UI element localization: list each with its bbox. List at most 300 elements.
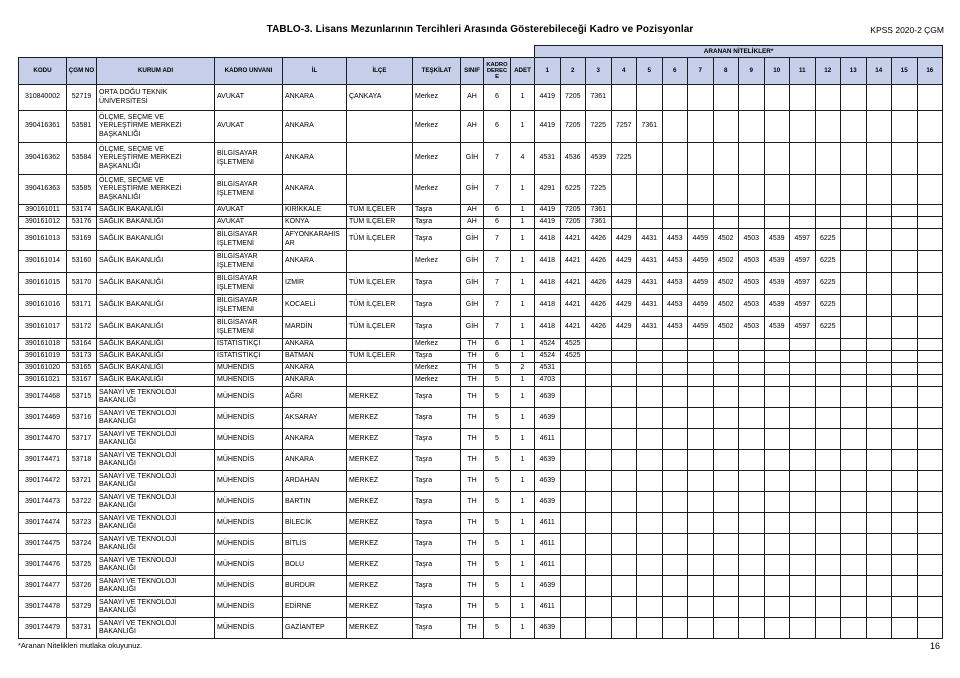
- cell-nitelik-14: [866, 387, 892, 408]
- cell-nitelik-5: 4431: [637, 229, 663, 251]
- cell-nitelik-8: [713, 471, 739, 492]
- cell-nitelik-3: [586, 408, 612, 429]
- cell-nitelik-15: [892, 143, 918, 175]
- cell-cgm-no: 53176: [67, 217, 97, 229]
- cell-teskilat: Taşra: [413, 217, 461, 229]
- cell-nitelik-9: [739, 143, 765, 175]
- cell-sinif: TH: [461, 471, 484, 492]
- cell-nitelik-11: [790, 618, 816, 639]
- cell-nitelik-5: [637, 339, 663, 351]
- cell-adet: 1: [511, 408, 535, 429]
- cell-adet: 1: [511, 229, 535, 251]
- cell-ilce: ÇANKAYA: [347, 85, 413, 111]
- cell-ilce: TÜM İLÇELER: [347, 217, 413, 229]
- cell-ilce: [347, 143, 413, 175]
- cell-nitelik-6: 4453: [662, 295, 688, 317]
- cell-teskilat: Taşra: [413, 576, 461, 597]
- cell-il: ANKARA: [283, 111, 347, 143]
- cell-nitelik-2: [560, 429, 586, 450]
- cell-nitelik-3: 4426: [586, 317, 612, 339]
- column-header-kadro-derece: KADRO DERECE: [484, 58, 511, 85]
- cell-nitelik-9: [739, 408, 765, 429]
- cell-nitelik-4: [611, 471, 637, 492]
- cell-nitelik-15: [892, 576, 918, 597]
- cell-nitelik-15: [892, 351, 918, 363]
- cell-derece: 5: [484, 450, 511, 471]
- cell-nitelik-9: [739, 555, 765, 576]
- cell-nitelik-9: [739, 597, 765, 618]
- cell-nitelik-15: [892, 363, 918, 375]
- cell-unvan: BİLGİSAYAR İŞLETMENİ: [215, 175, 283, 205]
- cell-kodu: 390161021: [19, 375, 67, 387]
- cell-nitelik-12: [815, 143, 841, 175]
- cell-unvan: BİLGİSAYAR İŞLETMENİ: [215, 295, 283, 317]
- cell-nitelik-14: [866, 534, 892, 555]
- cell-kurum: SANAYİ VE TEKNOLOJİ BAKANLIĞI: [97, 576, 215, 597]
- cell-nitelik-13: [841, 339, 867, 351]
- cell-nitelik-6: [662, 492, 688, 513]
- cell-kurum: SANAYİ VE TEKNOLOJİ BAKANLIĞI: [97, 618, 215, 639]
- cell-il: GAZİANTEP: [283, 618, 347, 639]
- cell-nitelik-15: [892, 273, 918, 295]
- cell-kurum: ÖLÇME, SEÇME VE YERLEŞTİRME MERKEZİ BAŞKANLIĞI: [97, 175, 215, 205]
- cell-il: BİLECİK: [283, 513, 347, 534]
- cell-nitelik-12: [815, 363, 841, 375]
- cell-nitelik-11: [790, 363, 816, 375]
- cell-nitelik-16: [917, 534, 943, 555]
- cell-kurum: SAĞLIK BAKANLIĞI: [97, 363, 215, 375]
- cell-ilce: MERKEZ: [347, 618, 413, 639]
- cell-nitelik-1: 4419: [535, 205, 561, 217]
- cell-nitelik-10: [764, 429, 790, 450]
- cell-cgm-no: 53722: [67, 492, 97, 513]
- cell-nitelik-12: 6225: [815, 251, 841, 273]
- cell-nitelik-8: [713, 85, 739, 111]
- cell-sinif: AH: [461, 85, 484, 111]
- cell-nitelik-13: [841, 229, 867, 251]
- cell-nitelik-11: [790, 471, 816, 492]
- cell-teskilat: Taşra: [413, 295, 461, 317]
- cell-nitelik-13: [841, 429, 867, 450]
- cell-sinif: TH: [461, 513, 484, 534]
- cell-unvan: MÜHENDİS: [215, 408, 283, 429]
- table-row: [19, 429, 943, 450]
- cell-nitelik-16: [917, 143, 943, 175]
- cell-nitelik-9: [739, 618, 765, 639]
- cell-nitelik-10: [764, 85, 790, 111]
- cell-nitelik-5: [637, 513, 663, 534]
- cell-il: AFYONKARAHİSAR: [283, 229, 347, 251]
- cell-teskilat: Taşra: [413, 387, 461, 408]
- cell-nitelik-1: 4524: [535, 339, 561, 351]
- cell-il: ARDAHAN: [283, 471, 347, 492]
- cell-nitelik-4: [611, 555, 637, 576]
- cell-nitelik-16: [917, 471, 943, 492]
- cell-kurum: SANAYİ VE TEKNOLOJİ BAKANLIĞI: [97, 513, 215, 534]
- cell-kurum: SANAYİ VE TEKNOLOJİ BAKANLIĞI: [97, 408, 215, 429]
- cell-nitelik-3: 4426: [586, 295, 612, 317]
- cell-nitelik-3: [586, 513, 612, 534]
- table-row: [19, 351, 943, 363]
- header-spacer: [19, 46, 535, 58]
- cell-nitelik-13: [841, 295, 867, 317]
- cell-nitelik-13: [841, 471, 867, 492]
- cell-nitelik-8: 4502: [713, 251, 739, 273]
- cell-nitelik-8: [713, 363, 739, 375]
- cell-nitelik-16: [917, 363, 943, 375]
- cell-nitelik-2: [560, 387, 586, 408]
- cell-nitelik-8: 4502: [713, 317, 739, 339]
- cell-nitelik-8: [713, 375, 739, 387]
- cell-derece: 5: [484, 363, 511, 375]
- cell-nitelik-3: 7361: [586, 217, 612, 229]
- cell-nitelik-15: [892, 492, 918, 513]
- cell-cgm-no: 53174: [67, 205, 97, 217]
- cell-ilce: MERKEZ: [347, 597, 413, 618]
- column-header-nitelik-3: 3: [586, 58, 612, 85]
- cell-nitelik-11: 4597: [790, 317, 816, 339]
- cell-nitelik-4: 4429: [611, 295, 637, 317]
- cell-derece: 6: [484, 217, 511, 229]
- cell-nitelik-3: [586, 534, 612, 555]
- cell-nitelik-11: [790, 217, 816, 229]
- cell-nitelik-14: [866, 251, 892, 273]
- cell-nitelik-10: [764, 408, 790, 429]
- cell-kurum: SAĞLIK BAKANLIĞI: [97, 217, 215, 229]
- cell-il: ANKARA: [283, 251, 347, 273]
- cell-nitelik-7: 4459: [688, 273, 714, 295]
- table-row: [19, 597, 943, 618]
- cell-nitelik-14: [866, 85, 892, 111]
- cell-nitelik-10: [764, 375, 790, 387]
- cell-nitelik-11: [790, 576, 816, 597]
- cell-nitelik-9: [739, 375, 765, 387]
- cell-nitelik-14: [866, 618, 892, 639]
- cell-nitelik-8: [713, 429, 739, 450]
- table-row: [19, 317, 943, 339]
- cell-nitelik-6: [662, 513, 688, 534]
- cell-nitelik-15: [892, 387, 918, 408]
- cell-nitelik-9: [739, 339, 765, 351]
- cell-nitelik-8: 4502: [713, 295, 739, 317]
- cell-nitelik-5: [637, 597, 663, 618]
- cell-nitelik-3: 4426: [586, 273, 612, 295]
- cell-kodu: 390161014: [19, 251, 67, 273]
- cell-nitelik-16: [917, 597, 943, 618]
- cell-nitelik-10: [764, 618, 790, 639]
- cell-nitelik-4: [611, 513, 637, 534]
- cell-cgm-no: 53584: [67, 143, 97, 175]
- cell-teskilat: Merkez: [413, 85, 461, 111]
- footnote: *Aranan Nitelikleri mutlaka okuyunuz.: [18, 641, 143, 650]
- cell-il: ANKARA: [283, 175, 347, 205]
- cell-nitelik-4: [611, 534, 637, 555]
- cell-nitelik-5: 7361: [637, 111, 663, 143]
- cell-nitelik-12: [815, 85, 841, 111]
- cell-kodu: 390416361: [19, 111, 67, 143]
- cell-teskilat: Taşra: [413, 597, 461, 618]
- cell-nitelik-1: 4418: [535, 295, 561, 317]
- cell-nitelik-15: [892, 295, 918, 317]
- cell-nitelik-2: [560, 618, 586, 639]
- cell-nitelik-12: [815, 351, 841, 363]
- cell-adet: 1: [511, 576, 535, 597]
- cell-nitelik-13: [841, 387, 867, 408]
- cell-nitelik-3: [586, 450, 612, 471]
- cell-nitelik-8: [713, 217, 739, 229]
- cell-nitelik-12: [815, 175, 841, 205]
- cell-nitelik-14: [866, 175, 892, 205]
- cell-nitelik-8: [713, 339, 739, 351]
- cell-ilce: [347, 339, 413, 351]
- cell-nitelik-6: [662, 534, 688, 555]
- cell-nitelik-15: [892, 175, 918, 205]
- cell-nitelik-9: [739, 534, 765, 555]
- cell-cgm-no: 53165: [67, 363, 97, 375]
- cell-nitelik-5: [637, 363, 663, 375]
- cell-il: AĞRI: [283, 387, 347, 408]
- cell-nitelik-1: 4418: [535, 273, 561, 295]
- cell-derece: 6: [484, 111, 511, 143]
- cell-nitelik-14: [866, 492, 892, 513]
- cell-kurum: SANAYİ VE TEKNOLOJİ BAKANLIĞI: [97, 555, 215, 576]
- cell-nitelik-7: [688, 205, 714, 217]
- table-row: [19, 513, 943, 534]
- cell-derece: 5: [484, 492, 511, 513]
- cell-nitelik-13: [841, 618, 867, 639]
- cell-nitelik-7: [688, 143, 714, 175]
- cell-nitelik-13: [841, 492, 867, 513]
- cell-il: BOLU: [283, 555, 347, 576]
- cell-cgm-no: 53169: [67, 229, 97, 251]
- cell-il: EDİRNE: [283, 597, 347, 618]
- cell-nitelik-15: [892, 513, 918, 534]
- cell-nitelik-3: [586, 618, 612, 639]
- cell-nitelik-8: [713, 555, 739, 576]
- cell-nitelik-14: [866, 351, 892, 363]
- cell-nitelik-1: 4639: [535, 492, 561, 513]
- cell-nitelik-7: [688, 576, 714, 597]
- cell-nitelik-7: [688, 408, 714, 429]
- cell-cgm-no: 53160: [67, 251, 97, 273]
- cell-nitelik-4: [611, 375, 637, 387]
- cell-nitelik-7: [688, 555, 714, 576]
- cell-nitelik-9: [739, 387, 765, 408]
- cell-unvan: İSTATİSTİKÇİ: [215, 351, 283, 363]
- cell-kurum: ÖLÇME, SEÇME VE YERLEŞTİRME MERKEZİ BAŞKANLIĞI: [97, 143, 215, 175]
- cell-nitelik-15: [892, 339, 918, 351]
- cell-nitelik-7: 4459: [688, 317, 714, 339]
- cell-unvan: AVUKAT: [215, 217, 283, 229]
- cell-teskilat: Taşra: [413, 450, 461, 471]
- cell-nitelik-16: [917, 217, 943, 229]
- cell-nitelik-13: [841, 555, 867, 576]
- cell-nitelik-13: [841, 363, 867, 375]
- cell-kodu: 390161017: [19, 317, 67, 339]
- cell-cgm-no: 52719: [67, 85, 97, 111]
- cell-nitelik-12: [815, 429, 841, 450]
- cell-unvan: MÜHENDİS: [215, 534, 283, 555]
- cell-sinif: AH: [461, 111, 484, 143]
- cell-unvan: MÜHENDİS: [215, 492, 283, 513]
- cell-derece: 7: [484, 175, 511, 205]
- cell-cgm-no: 53717: [67, 429, 97, 450]
- cell-nitelik-2: 4421: [560, 295, 586, 317]
- cell-cgm-no: 53171: [67, 295, 97, 317]
- cell-kurum: SANAYİ VE TEKNOLOJİ BAKANLIĞI: [97, 471, 215, 492]
- cell-kurum: SANAYİ VE TEKNOLOJİ BAKANLIĞI: [97, 450, 215, 471]
- cell-nitelik-7: [688, 217, 714, 229]
- cell-unvan: BİLGİSAYAR İŞLETMENİ: [215, 317, 283, 339]
- cell-nitelik-15: [892, 408, 918, 429]
- cell-nitelik-11: [790, 429, 816, 450]
- cell-adet: 1: [511, 273, 535, 295]
- cell-kurum: SAĞLIK BAKANLIĞI: [97, 229, 215, 251]
- cell-il: İZMİR: [283, 273, 347, 295]
- cell-nitelik-6: [662, 618, 688, 639]
- cell-nitelik-12: [815, 555, 841, 576]
- cell-nitelik-12: [815, 450, 841, 471]
- column-header-nitelik-7: 7: [688, 58, 714, 85]
- cell-nitelik-4: [611, 387, 637, 408]
- cell-nitelik-1: 4524: [535, 351, 561, 363]
- cell-nitelik-13: [841, 273, 867, 295]
- cell-unvan: BİLGİSAYAR İŞLETMENİ: [215, 251, 283, 273]
- cell-nitelik-16: [917, 295, 943, 317]
- cell-nitelik-7: 4459: [688, 229, 714, 251]
- cell-nitelik-13: [841, 408, 867, 429]
- cell-nitelik-1: 4639: [535, 450, 561, 471]
- cell-nitelik-14: [866, 295, 892, 317]
- cell-kurum: SAĞLIK BAKANLIĞI: [97, 295, 215, 317]
- cell-nitelik-15: [892, 597, 918, 618]
- cell-cgm-no: 53718: [67, 450, 97, 471]
- cell-nitelik-10: 4539: [764, 273, 790, 295]
- cell-ilce: TÜM İLÇELER: [347, 317, 413, 339]
- cell-nitelik-10: [764, 205, 790, 217]
- cell-nitelik-4: [611, 351, 637, 363]
- cell-cgm-no: 53164: [67, 339, 97, 351]
- cell-nitelik-1: 4611: [535, 429, 561, 450]
- cell-teskilat: Taşra: [413, 317, 461, 339]
- cell-nitelik-9: [739, 205, 765, 217]
- cell-kodu: 390174477: [19, 576, 67, 597]
- cell-nitelik-6: 4453: [662, 251, 688, 273]
- cell-nitelik-6: [662, 217, 688, 229]
- column-header-nitelik-9: 9: [739, 58, 765, 85]
- cell-cgm-no: 53724: [67, 534, 97, 555]
- cell-nitelik-9: [739, 217, 765, 229]
- table-row: [19, 175, 943, 205]
- cell-nitelik-8: [713, 534, 739, 555]
- cell-nitelik-13: [841, 513, 867, 534]
- exam-label: KPSS 2020-2 ÇGM: [870, 25, 944, 35]
- cell-adet: 2: [511, 363, 535, 375]
- cell-nitelik-15: [892, 375, 918, 387]
- cell-nitelik-12: [815, 513, 841, 534]
- cell-adet: 1: [511, 618, 535, 639]
- cell-kurum: SANAYİ VE TEKNOLOJİ BAKANLIĞI: [97, 429, 215, 450]
- cell-nitelik-12: [815, 111, 841, 143]
- cell-nitelik-11: 4597: [790, 229, 816, 251]
- cell-nitelik-5: [637, 471, 663, 492]
- column-header-il: İL: [283, 58, 347, 85]
- cell-derece: 6: [484, 339, 511, 351]
- cell-nitelik-8: 4502: [713, 229, 739, 251]
- cell-adet: 1: [511, 251, 535, 273]
- cell-kodu: 390161018: [19, 339, 67, 351]
- cell-kodu: 390161012: [19, 217, 67, 229]
- cell-kodu: 390161016: [19, 295, 67, 317]
- cell-cgm-no: 53721: [67, 471, 97, 492]
- cell-ilce: [347, 375, 413, 387]
- cell-nitelik-8: [713, 175, 739, 205]
- cell-nitelik-5: [637, 175, 663, 205]
- cell-nitelik-9: 4503: [739, 229, 765, 251]
- cell-nitelik-11: [790, 85, 816, 111]
- cell-nitelik-4: [611, 618, 637, 639]
- column-header-nitelik-6: 6: [662, 58, 688, 85]
- cell-unvan: AVUKAT: [215, 85, 283, 111]
- cell-nitelik-9: 4503: [739, 317, 765, 339]
- cell-nitelik-12: [815, 408, 841, 429]
- cell-nitelik-12: 6225: [815, 295, 841, 317]
- cell-unvan: İSTATİSTİKÇİ: [215, 339, 283, 351]
- cell-derece: 5: [484, 408, 511, 429]
- cell-nitelik-2: [560, 363, 586, 375]
- cell-derece: 7: [484, 229, 511, 251]
- cell-nitelik-14: [866, 217, 892, 229]
- cell-nitelik-10: [764, 351, 790, 363]
- cell-nitelik-1: 4611: [535, 555, 561, 576]
- cell-adet: 1: [511, 471, 535, 492]
- table-row: [19, 295, 943, 317]
- cell-kodu: 390174474: [19, 513, 67, 534]
- cell-nitelik-6: [662, 363, 688, 375]
- cell-nitelik-11: [790, 143, 816, 175]
- cell-nitelik-10: 4539: [764, 317, 790, 339]
- cell-nitelik-2: [560, 408, 586, 429]
- column-header-nitelik-2: 2: [560, 58, 586, 85]
- cell-nitelik-5: [637, 351, 663, 363]
- cell-nitelik-9: 4503: [739, 295, 765, 317]
- cell-nitelik-8: 4502: [713, 273, 739, 295]
- column-header-nitelik-5: 5: [637, 58, 663, 85]
- cell-sinif: TH: [461, 555, 484, 576]
- cell-nitelik-2: [560, 534, 586, 555]
- cell-teskilat: Taşra: [413, 229, 461, 251]
- cell-nitelik-5: [637, 375, 663, 387]
- cell-il: ANKARA: [283, 450, 347, 471]
- cell-sinif: TH: [461, 450, 484, 471]
- cell-nitelik-7: [688, 351, 714, 363]
- cell-nitelik-2: 7205: [560, 111, 586, 143]
- table-row: [19, 534, 943, 555]
- cell-sinif: TH: [461, 387, 484, 408]
- column-header-sinif: SINIF: [461, 58, 484, 85]
- cell-nitelik-10: [764, 450, 790, 471]
- column-header-cgm-no: ÇGM NO: [67, 58, 97, 85]
- cell-nitelik-2: 4421: [560, 273, 586, 295]
- cell-nitelik-5: [637, 429, 663, 450]
- cell-adet: 1: [511, 450, 535, 471]
- cell-nitelik-4: [611, 597, 637, 618]
- column-header-teskilat: TEŞKİLAT: [413, 58, 461, 85]
- cell-nitelik-15: [892, 429, 918, 450]
- cell-nitelik-5: [637, 618, 663, 639]
- cell-nitelik-15: [892, 618, 918, 639]
- cell-ilce: MERKEZ: [347, 555, 413, 576]
